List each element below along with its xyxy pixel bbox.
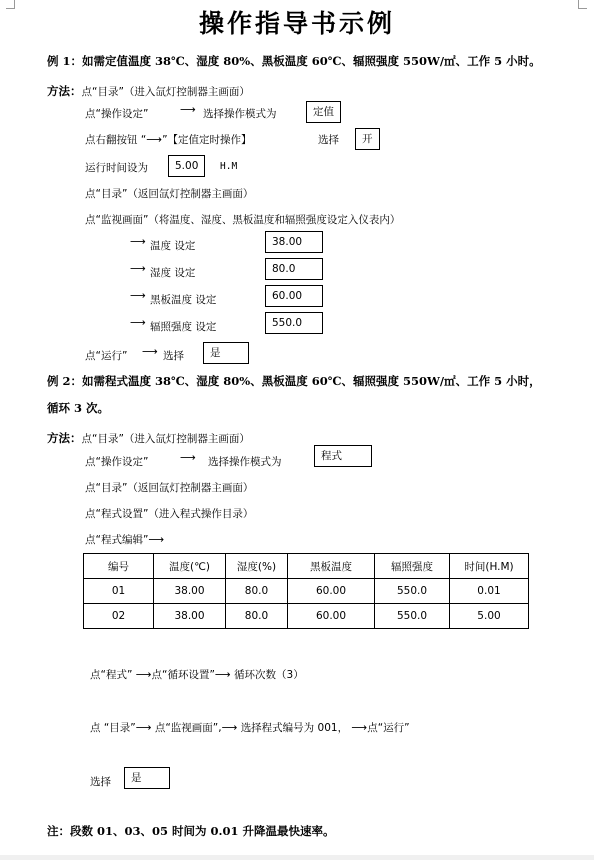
column-header: 辐照强度 [375,554,450,579]
ex2-step5-text [85,532,164,547]
example2-method-line [47,427,250,446]
ex2-step4-text: 点“程式设置”（进入程式操作目录） [85,508,254,520]
ex2-mode-value-box: 程式 [314,445,372,467]
arrow-icon: ⟶ [130,316,146,329]
step7-part-monitor: 点“监视画面”, [154,722,222,734]
table-cell: 60.00 [288,604,375,629]
table-cell: 0.01 [450,579,529,604]
arrow-icon: ⟶ [142,345,158,358]
table-cell: 550.0 [375,579,450,604]
arrow-icon: ⟶ [130,235,146,248]
ex2-step6-line [90,667,304,682]
arrow-icon: ⟶ [130,289,146,302]
table-cell: 550.0 [375,604,450,629]
step-text: 点“目录”（进入氙灯控制器主画面） [81,433,250,445]
setting-value-humidity: 80.0 [265,258,323,280]
step6-part-cycle: 点“循环设置” [151,669,215,681]
setting-value-blackboard: 60.00 [265,285,323,307]
footnote: 注：段数 01、03、05 时间为 0.01 升降温最快速率。 [47,824,335,838]
runtime-unit: H.M [220,161,238,172]
setting-value-temperature: 38.00 [265,231,323,253]
page-bottom-strip [0,855,594,860]
example2-heading-line2: 循环 3 次。 [47,401,110,415]
arrow-icon: ⟶ [214,668,231,681]
column-header: 湿度(%) [226,554,288,579]
arrow-icon: ⟶ [351,721,368,734]
runtime-value-box: 5.00 [168,155,205,177]
step7-action: 选择 [163,350,184,362]
step5-text: 点“目录”（返回氙灯控制器主画面） [85,188,254,200]
arrow-icon: ⟶ [221,721,238,734]
step7-text: 点“运行” [85,350,128,362]
program-table [83,553,529,629]
ex2-step2-text: 点“操作设定” [85,456,149,468]
step4-text: 运行时间设为 [85,162,148,174]
setting-label-temperature: 温度 设定 [150,240,196,252]
step3-text-end: ”【定值定时操作】 [162,134,252,146]
example1-heading: 例 1：如需定值温度 38℃、湿度 80%、黑板温度 60℃、辐照强度 550W/㎡、工作 5 小时。 [47,54,541,68]
example2-heading-line1: 例 2：如需程式温度 38℃、湿度 80%、黑板温度 60℃、辐照强度 550W/㎡、工作 5 小时， [47,374,541,388]
ex2-step2-action: 选择操作模式为 [208,456,282,468]
step6-part-program: 点“程式” [90,669,133,681]
table-cell: 01 [84,579,154,604]
table-cell: 38.00 [154,579,226,604]
ex2-step7-line [90,720,410,735]
step2-action: 选择操作模式为 [203,108,277,120]
table-row [84,579,529,604]
step7-part-run: 点“运行” [367,722,410,734]
table-row [84,604,529,629]
ex2-run-confirm-box: 是 [124,767,170,789]
table-header-row [84,554,529,579]
ex2-step8-text: 选择 [90,776,111,788]
table-cell: 60.00 [288,579,375,604]
example1-method-line [47,80,250,99]
column-header: 温度(℃) [154,554,226,579]
setting-label-blackboard: 黑板温度 设定 [150,294,217,306]
arrow-icon: ⟶ [148,533,165,546]
arrow-icon: ⟶ [180,451,196,464]
setting-value-irradiance: 550.0 [265,312,323,334]
column-header: 时间(H.M) [450,554,529,579]
arrow-icon: ⟶ [180,103,196,116]
step3-text [85,132,252,147]
ex2-step3-text: 点“目录”（返回氙灯控制器主画面） [85,482,254,494]
column-header: 黑板温度 [288,554,375,579]
method-label: 方法： [47,84,82,98]
arrow-icon: ⟶ [135,721,152,734]
arrow-icon: ⟶ [135,668,152,681]
step3-action: 选择 [318,134,339,146]
table-cell: 80.0 [226,579,288,604]
table-cell: 80.0 [226,604,288,629]
step7-part-menu: 点 “目录” [90,722,136,734]
mode-value-box: 定值 [306,101,341,123]
step7-part-select: 选择程式编号为 001， [240,722,349,734]
setting-label-humidity: 湿度 设定 [150,267,196,279]
arrow-icon: ⟶ [130,262,146,275]
method-label: 方法： [47,431,82,445]
step-text: 点“目录”（进入氙灯控制器主画面） [81,86,250,98]
setting-label-irradiance: 辐照强度 设定 [150,321,217,333]
step6-part-count: 循环次数（3） [234,669,304,681]
switch-value-box: 开 [355,128,380,150]
table-cell: 38.00 [154,604,226,629]
run-confirm-box: 是 [203,342,249,364]
step2-text: 点“操作设定” [85,108,149,120]
step6-text: 点“监视画面”（将温度、湿度、黑板温度和辐照强度设定入仪表内） [85,214,401,226]
document-title: 操作指导书示例 [198,9,395,38]
table-cell: 5.00 [450,604,529,629]
column-header: 编号 [84,554,154,579]
step5-text: 点“程式编辑” [85,534,149,546]
arrow-icon: ⟶ [146,133,163,146]
table-cell: 02 [84,604,154,629]
step3-text-start: 点右翻按钮 “ [85,134,147,146]
